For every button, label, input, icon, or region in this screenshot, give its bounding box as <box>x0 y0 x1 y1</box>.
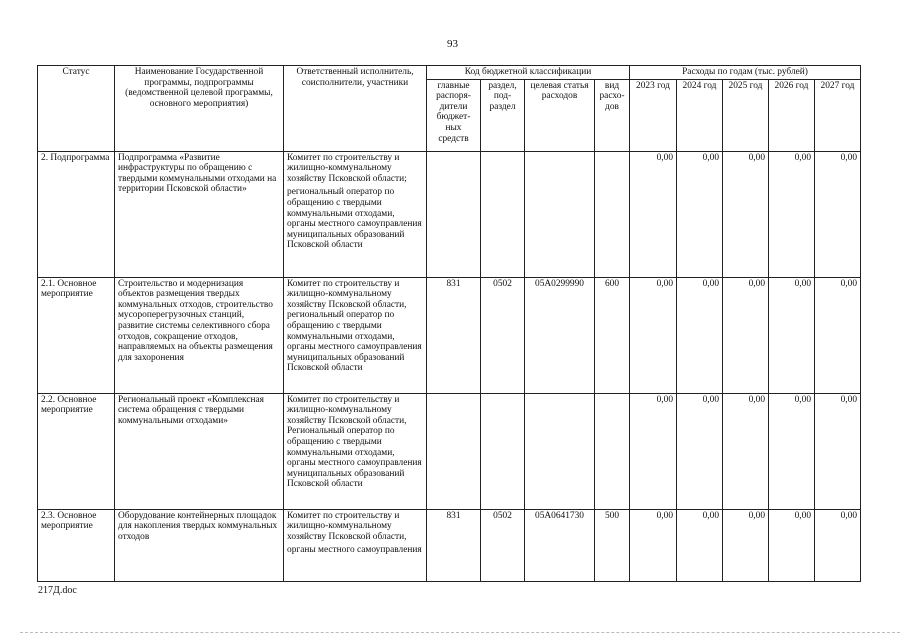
header-year: 2023 год <box>630 79 677 151</box>
footer-filename: 217Д.doc <box>38 585 77 596</box>
table-row <box>38 151 861 277</box>
executor-part: Комитет по строительству и жилищно-коммунальному хозяйству Псковской области, региональный оператор по обращению с твердыми коммунальными отходами, органы местного самоуправления муниципальных образований Псковской области <box>287 278 422 374</box>
row-rzpr: 0502 <box>481 277 525 393</box>
row-vr: 500 <box>595 509 630 581</box>
row-executor <box>284 393 427 509</box>
row-value: 0,00 <box>677 277 723 393</box>
row-value: 0,00 <box>769 151 815 277</box>
row-status: 2. Подпрограмма <box>38 151 115 277</box>
row-name: Подпрограмма «Развитие инфраструктуры по обращению с твердыми коммунальными отходами на территории Псковской области» <box>115 151 284 277</box>
row-value: 0,00 <box>815 393 861 509</box>
header-year: 2024 год <box>677 79 723 151</box>
row-value: 0,00 <box>677 393 723 509</box>
row-rzpr <box>481 393 525 509</box>
row-csr <box>525 151 595 277</box>
header-csr: целевая статья расходов <box>525 79 595 151</box>
table-row <box>38 277 861 393</box>
page-number: 93 <box>447 38 458 50</box>
row-value: 0,00 <box>723 151 769 277</box>
row-status: 2.1. Основное мероприятие <box>38 277 115 393</box>
row-value: 0,00 <box>630 509 677 581</box>
row-value: 0,00 <box>815 509 861 581</box>
row-value: 0,00 <box>815 277 861 393</box>
row-csr: 05А0641730 <box>525 509 595 581</box>
row-value: 0,00 <box>723 509 769 581</box>
header-year: 2027 год <box>815 79 861 151</box>
row-value: 0,00 <box>677 151 723 277</box>
executor-part: региональный оператор по обращению с твердыми коммунальными отходами, органы местного самоуправления муниципальных образований Псковской области <box>287 187 422 251</box>
row-name: Строительство и модернизация объектов размещения твердых коммунальных отходов, строительство мусороперегрузочных станций, развитие системы селективного сбора отходов, сокращение отходов, направляемых на объекты размещения для захоронения <box>115 277 284 393</box>
row-value: 0,00 <box>630 393 677 509</box>
budget-table <box>37 65 861 582</box>
row-vr: 600 <box>595 277 630 393</box>
header-name: Наименование Государственной программы, подпрограммы (ведомственной целевой программы, основного мероприятия) <box>115 66 284 152</box>
header-year: 2025 год <box>723 79 769 151</box>
scan-edge-divider <box>20 632 900 634</box>
row-executor <box>284 509 427 581</box>
row-grbs <box>427 151 481 277</box>
row-name: Оборудование контейнерных площадок для накопления твердых коммунальных отходов <box>115 509 284 581</box>
executor-part: Комитет по строительству и жилищно-коммунальному хозяйству Псковской области, Региональный оператор по обращению с твердыми коммунальными отходами, органы местного самоуправления муниципальных образований Псковской области <box>287 394 422 490</box>
table-row <box>38 509 861 581</box>
row-status: 2.2. Основное мероприятие <box>38 393 115 509</box>
row-rzpr <box>481 151 525 277</box>
row-value: 0,00 <box>769 509 815 581</box>
row-grbs: 831 <box>427 509 481 581</box>
row-rzpr: 0502 <box>481 509 525 581</box>
row-vr <box>595 393 630 509</box>
header-years-group: Расходы по годам (тыс. рублей) <box>630 66 861 80</box>
row-value: 0,00 <box>677 509 723 581</box>
table-row <box>38 393 861 509</box>
row-executor <box>284 151 427 277</box>
executor-part: Комитет по строительству и жилищно-коммунальному хозяйству Псковской области; <box>287 152 407 184</box>
row-value: 0,00 <box>815 151 861 277</box>
header-status: Статус <box>38 66 115 152</box>
row-value: 0,00 <box>630 277 677 393</box>
header-year: 2026 год <box>769 79 815 151</box>
row-value: 0,00 <box>769 277 815 393</box>
row-value: 0,00 <box>769 393 815 509</box>
row-grbs <box>427 393 481 509</box>
row-name: Региональный проект «Комплексная система обращения с твердыми коммунальными отходами» <box>115 393 284 509</box>
row-csr <box>525 393 595 509</box>
row-value: 0,00 <box>630 151 677 277</box>
header-executor: Ответственный исполнитель, соисполнители, участники <box>284 66 427 152</box>
row-vr <box>595 151 630 277</box>
row-value: 0,00 <box>723 393 769 509</box>
header-bk-group: Код бюджетной классификации <box>427 66 630 80</box>
header-vr: вид расхо-дов <box>595 79 630 151</box>
row-value: 0,00 <box>723 277 769 393</box>
row-csr: 05А0299990 <box>525 277 595 393</box>
row-executor <box>284 277 427 393</box>
row-status: 2.3. Основное мероприятие <box>38 509 115 581</box>
executor-part: органы местного самоуправления <box>287 545 422 556</box>
executor-part: Комитет по строительству и жилищно-коммунальному хозяйству Псковской области, <box>287 510 407 542</box>
header-grbs: главные распоря-дители бюджет-ных средств <box>427 79 481 151</box>
header-rzpr: раздел, под-раздел <box>481 79 525 151</box>
row-grbs: 831 <box>427 277 481 393</box>
